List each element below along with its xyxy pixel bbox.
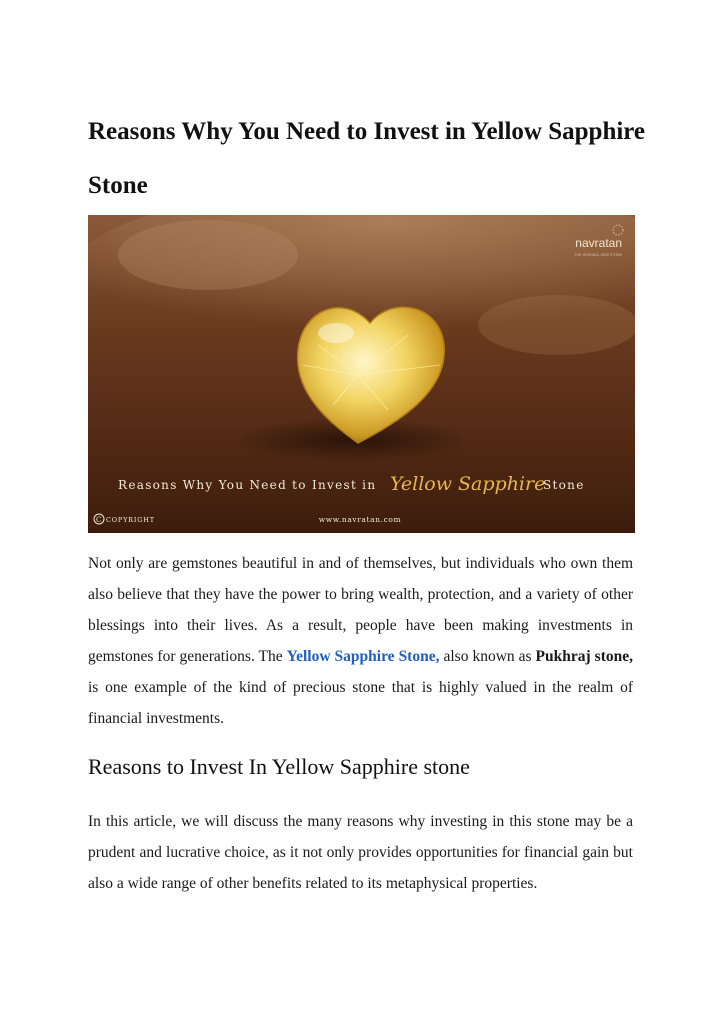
svg-text:Yellow Sapphire: Yellow Sapphire: [390, 473, 546, 495]
pukhraj-bold: Pukhraj stone,: [535, 648, 633, 665]
section-heading: Reasons to Invest In Yellow Sapphire stone: [88, 754, 470, 779]
svg-text:C: C: [96, 516, 102, 524]
svg-text:Stone: Stone: [543, 478, 585, 492]
article-title: Reasons Why You Need to Invest in Yellow Sapphire Stone: [88, 118, 646, 199]
svg-text:navratan: navratan: [575, 236, 622, 250]
intro-paragraph: Not only are gemstones beautiful in and of themselves, but individuals who own them also believe that they have the power to bring wealth, protection, and a variety of other blessings into their lives. As a result, people have been making investments in gemstones for generations. The Yellow Sapphire Stone, also known as Pukhraj stone, is one example of the kind of precious stone that is highly valued in the realm of financial investments.: [88, 555, 633, 727]
website-label: www.navratan.com: [318, 515, 402, 524]
svg-text:COPYRIGHT: COPYRIGHT: [106, 516, 155, 524]
svg-text:THE ORIGINAL GEM STORE: THE ORIGINAL GEM STORE: [574, 253, 622, 257]
svg-text:Reasons Why You Need to Invest: Reasons Why You Need to Invest in: [118, 478, 377, 492]
body-paragraph: In this article, we will discuss the many reasons why investing in this stone may be a prudent and lucrative choice, as it not only provides opportunities for financial gain but also a wide range of other benefits related to its metaphysical properties.: [88, 813, 633, 892]
hero-image: [88, 215, 635, 533]
yellow-sapphire-link[interactable]: Yellow Sapphire Stone,: [286, 648, 440, 665]
